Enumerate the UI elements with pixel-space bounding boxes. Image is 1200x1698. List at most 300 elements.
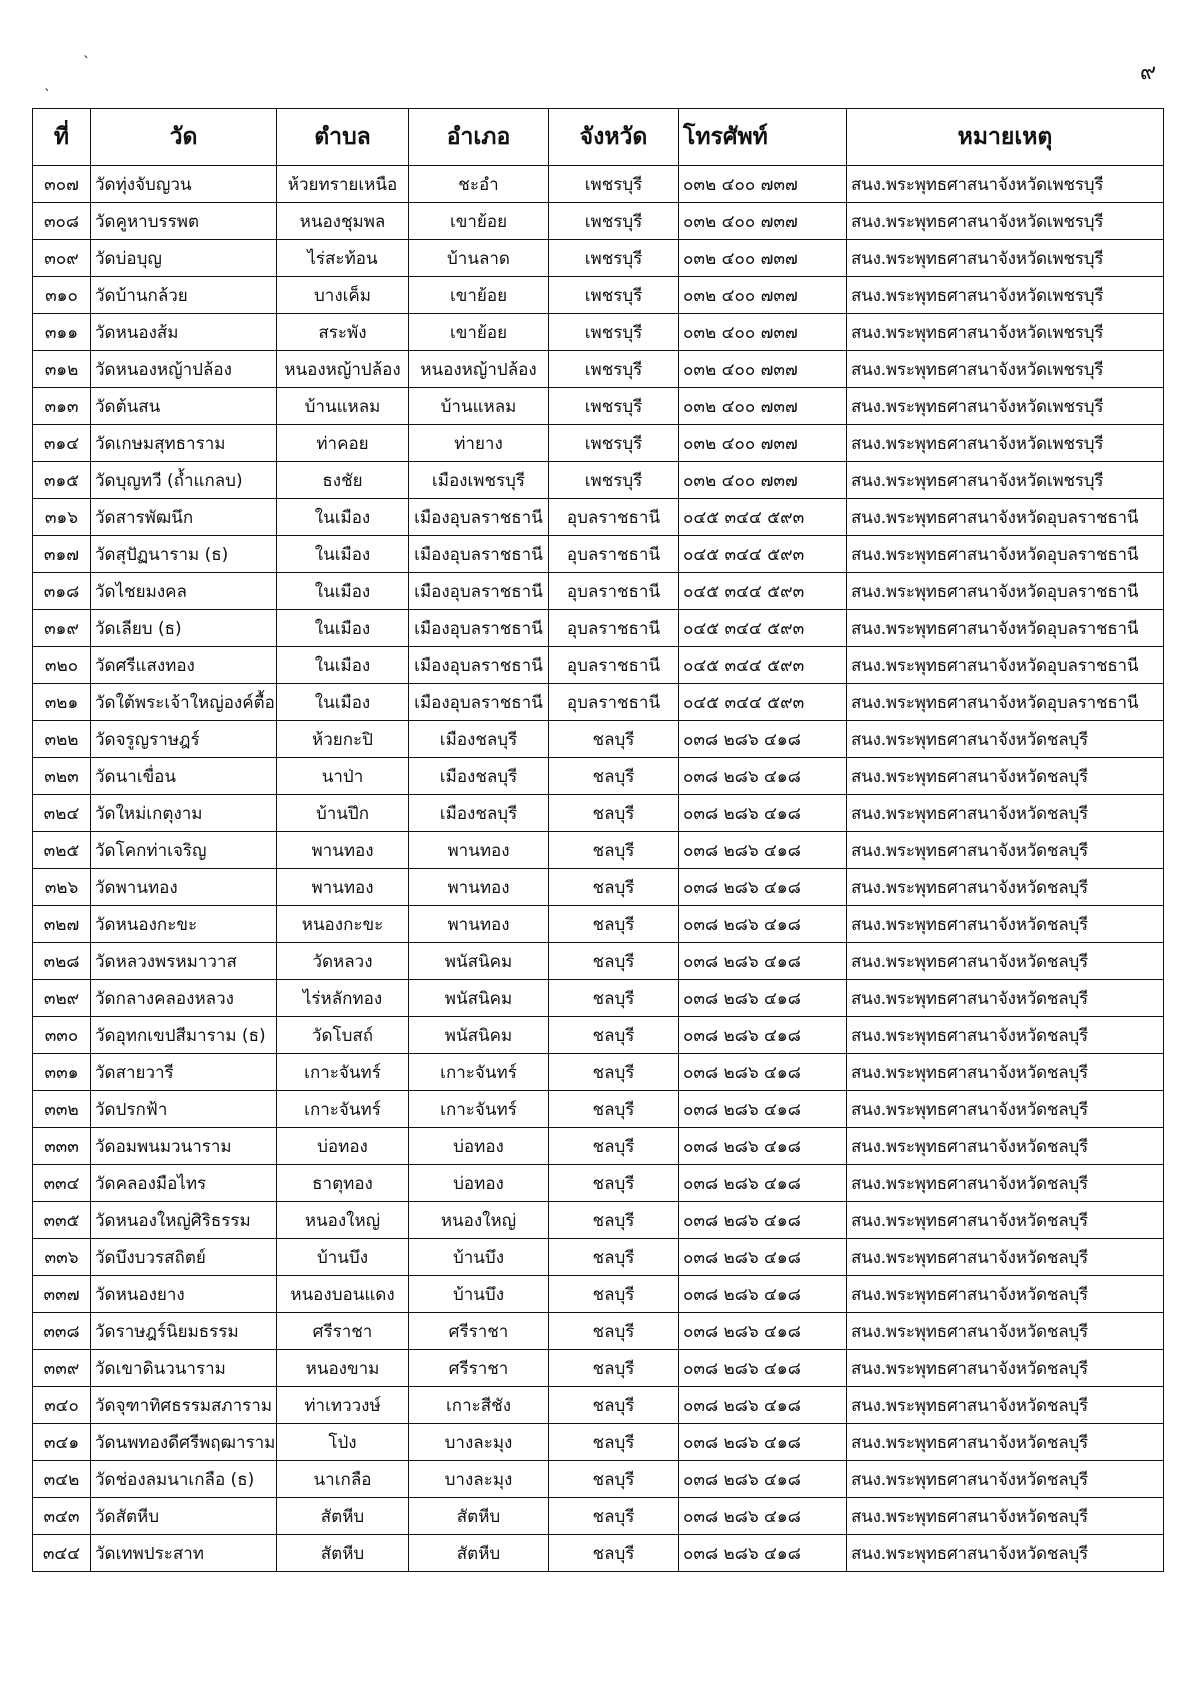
cell-note: สนง.พระพุทธศาสนาจังหวัดชลบุรี	[847, 1498, 1164, 1535]
cell-province: เพชรบุรี	[549, 314, 679, 351]
cell-wat: วัดกลางคลองหลวง	[91, 980, 277, 1017]
header-row	[33, 109, 1164, 166]
cell-phone: ๐๓๒ ๔๐๐ ๗๓๗	[679, 240, 847, 277]
cell-tambon: ท่าคอย	[277, 425, 409, 462]
cell-note: สนง.พระพุทธศาสนาจังหวัดชลบุรี	[847, 1350, 1164, 1387]
cell-wat: วัดสารพัฒนึก	[91, 499, 277, 536]
page-number: ๙	[1140, 60, 1157, 85]
cell-wat: วัดราษฎร์นิยมธรรม	[91, 1313, 277, 1350]
cell-tambon: หนองหญ้าปล้อง	[277, 351, 409, 388]
cell-no: ๓๒๖	[33, 869, 91, 906]
cell-note: สนง.พระพุทธศาสนาจังหวัดชลบุรี	[847, 721, 1164, 758]
cell-tambon: ในเมือง	[277, 573, 409, 610]
table-row	[33, 1128, 1164, 1165]
cell-note: สนง.พระพุทธศาสนาจังหวัดชลบุรี	[847, 758, 1164, 795]
cell-tambon: บ้านปึก	[277, 795, 409, 832]
cell-no: ๓๔๑	[33, 1424, 91, 1461]
scan-mark: `	[44, 88, 51, 104]
cell-wat: วัดหนองส้ม	[91, 314, 277, 351]
cell-province: เพชรบุรี	[549, 351, 679, 388]
table-row	[33, 1165, 1164, 1202]
cell-no: ๓๑๑	[33, 314, 91, 351]
cell-no: ๓๔๐	[33, 1387, 91, 1424]
cell-note: สนง.พระพุทธศาสนาจังหวัดเพชรบุรี	[847, 166, 1164, 203]
cell-no: ๓๑๘	[33, 573, 91, 610]
cell-wat: วัดช่องลมนาเกลือ (ธ)	[91, 1461, 277, 1498]
cell-tambon: นาเกลือ	[277, 1461, 409, 1498]
cell-province: ชลบุรี	[549, 906, 679, 943]
cell-wat: วัดบุญทวี (ถ้ำแกลบ)	[91, 462, 277, 499]
cell-phone: ๐๓๘ ๒๘๖ ๔๑๘	[679, 1054, 847, 1091]
cell-amphoe: เมืองเพชรบุรี	[409, 462, 549, 499]
cell-phone: ๐๓๘ ๒๘๖ ๔๑๘	[679, 832, 847, 869]
cell-amphoe: เมืองอุบลราชธานี	[409, 610, 549, 647]
cell-tambon: ในเมือง	[277, 536, 409, 573]
cell-tambon: บางเค็ม	[277, 277, 409, 314]
cell-tambon: หนองขาม	[277, 1350, 409, 1387]
cell-note: สนง.พระพุทธศาสนาจังหวัดชลบุรี	[847, 1165, 1164, 1202]
cell-amphoe: เมืองชลบุรี	[409, 758, 549, 795]
cell-note: สนง.พระพุทธศาสนาจังหวัดเพชรบุรี	[847, 240, 1164, 277]
cell-province: เพชรบุรี	[549, 166, 679, 203]
cell-phone: ๐๓๘ ๒๘๖ ๔๑๘	[679, 795, 847, 832]
table-row	[33, 1239, 1164, 1276]
cell-amphoe: ท่ายาง	[409, 425, 549, 462]
cell-no: ๓๑๐	[33, 277, 91, 314]
cell-note: สนง.พระพุทธศาสนาจังหวัดชลบุรี	[847, 832, 1164, 869]
cell-no: ๓๓๖	[33, 1239, 91, 1276]
cell-amphoe: เมืองชลบุรี	[409, 721, 549, 758]
cell-no: ๓๑๔	[33, 425, 91, 462]
cell-amphoe: หนองหญ้าปล้อง	[409, 351, 549, 388]
cell-province: ชลบุรี	[549, 1387, 679, 1424]
cell-amphoe: เมืองอุบลราชธานี	[409, 684, 549, 721]
cell-wat: วัดเลียบ (ธ)	[91, 610, 277, 647]
cell-wat: วัดบึงบวรสถิตย์	[91, 1239, 277, 1276]
cell-phone: ๐๓๘ ๒๘๖ ๔๑๘	[679, 1017, 847, 1054]
cell-note: สนง.พระพุทธศาสนาจังหวัดอุบลราชธานี	[847, 647, 1164, 684]
cell-phone: ๐๓๒ ๔๐๐ ๗๓๗	[679, 314, 847, 351]
cell-tambon: บ้านบึง	[277, 1239, 409, 1276]
cell-province: เพชรบุรี	[549, 240, 679, 277]
cell-phone: ๐๔๕ ๓๔๔ ๕๙๓	[679, 647, 847, 684]
table-row	[33, 1387, 1164, 1424]
cell-no: ๓๒๙	[33, 980, 91, 1017]
table-row	[33, 536, 1164, 573]
table-body	[33, 166, 1164, 1572]
cell-tambon: ในเมือง	[277, 647, 409, 684]
table-row	[33, 388, 1164, 425]
cell-wat: วัดสุปัฏนาราม (ธ)	[91, 536, 277, 573]
cell-amphoe: เขาย้อย	[409, 277, 549, 314]
cell-tambon: สระพัง	[277, 314, 409, 351]
cell-amphoe: พานทอง	[409, 869, 549, 906]
cell-phone: ๐๓๘ ๒๘๖ ๔๑๘	[679, 1535, 847, 1572]
cell-province: ชลบุรี	[549, 1535, 679, 1572]
cell-phone: ๐๔๕ ๓๔๔ ๕๙๓	[679, 536, 847, 573]
header-no: ที่	[33, 109, 91, 166]
cell-no: ๓๑๒	[33, 351, 91, 388]
cell-no: ๓๒๗	[33, 906, 91, 943]
cell-wat: วัดจรูญราษฎร์	[91, 721, 277, 758]
cell-phone: ๐๔๕ ๓๔๔ ๕๙๓	[679, 610, 847, 647]
cell-province: อุบลราชธานี	[549, 499, 679, 536]
cell-tambon: วัดโบสถ์	[277, 1017, 409, 1054]
header-amphoe: อำเภอ	[409, 109, 549, 166]
cell-tambon: ศรีราชา	[277, 1313, 409, 1350]
cell-no: ๓๒๐	[33, 647, 91, 684]
cell-province: ชลบุรี	[549, 943, 679, 980]
cell-phone: ๐๓๘ ๒๘๖ ๔๑๘	[679, 980, 847, 1017]
cell-amphoe: บ้านบึง	[409, 1276, 549, 1313]
cell-no: ๓๓๓	[33, 1128, 91, 1165]
cell-tambon: ในเมือง	[277, 499, 409, 536]
cell-no: ๓๒๘	[33, 943, 91, 980]
cell-amphoe: เมืองชลบุรี	[409, 795, 549, 832]
cell-phone: ๐๓๒ ๔๐๐ ๗๓๗	[679, 388, 847, 425]
cell-no: ๓๓๗	[33, 1276, 91, 1313]
table-row	[33, 277, 1164, 314]
cell-wat: วัดเขาดินวนาราม	[91, 1350, 277, 1387]
cell-tambon: เกาะจันทร์	[277, 1054, 409, 1091]
table-row	[33, 499, 1164, 536]
cell-amphoe: บ้านบึง	[409, 1239, 549, 1276]
cell-wat: วัดจุฑาทิศธรรมสภาราม	[91, 1387, 277, 1424]
header-phone: โทรศัพท์	[679, 109, 847, 166]
cell-note: สนง.พระพุทธศาสนาจังหวัดอุบลราชธานี	[847, 499, 1164, 536]
table-row	[33, 314, 1164, 351]
cell-wat: วัดเทพประสาท	[91, 1535, 277, 1572]
cell-no: ๓๐๙	[33, 240, 91, 277]
cell-province: ชลบุรี	[549, 1128, 679, 1165]
cell-no: ๓๓๘	[33, 1313, 91, 1350]
cell-no: ๓๑๗	[33, 536, 91, 573]
table-row	[33, 425, 1164, 462]
cell-tambon: เกาะจันทร์	[277, 1091, 409, 1128]
cell-amphoe: เกาะสีชัง	[409, 1387, 549, 1424]
cell-province: อุบลราชธานี	[549, 610, 679, 647]
cell-province: ชลบุรี	[549, 1313, 679, 1350]
cell-phone: ๐๓๘ ๒๘๖ ๔๑๘	[679, 1276, 847, 1313]
cell-note: สนง.พระพุทธศาสนาจังหวัดอุบลราชธานี	[847, 684, 1164, 721]
cell-tambon: พานทอง	[277, 832, 409, 869]
cell-tambon: หนองใหญ่	[277, 1202, 409, 1239]
cell-note: สนง.พระพุทธศาสนาจังหวัดเพชรบุรี	[847, 203, 1164, 240]
cell-phone: ๐๓๘ ๒๘๖ ๔๑๘	[679, 943, 847, 980]
cell-phone: ๐๓๒ ๔๐๐ ๗๓๗	[679, 425, 847, 462]
table-row	[33, 351, 1164, 388]
cell-province: ชลบุรี	[549, 980, 679, 1017]
cell-amphoe: เกาะจันทร์	[409, 1091, 549, 1128]
cell-amphoe: พานทอง	[409, 906, 549, 943]
cell-wat: วัดหนองกะขะ	[91, 906, 277, 943]
cell-phone: ๐๓๘ ๒๘๖ ๔๑๘	[679, 1424, 847, 1461]
cell-note: สนง.พระพุทธศาสนาจังหวัดชลบุรี	[847, 1535, 1164, 1572]
cell-no: ๓๓๑	[33, 1054, 91, 1091]
cell-province: อุบลราชธานี	[549, 647, 679, 684]
cell-note: สนง.พระพุทธศาสนาจังหวัดชลบุรี	[847, 1017, 1164, 1054]
cell-no: ๓๓๔	[33, 1165, 91, 1202]
cell-province: อุบลราชธานี	[549, 536, 679, 573]
cell-phone: ๐๓๘ ๒๘๖ ๔๑๘	[679, 869, 847, 906]
table-row	[33, 1202, 1164, 1239]
cell-province: ชลบุรี	[549, 832, 679, 869]
cell-tambon: บ่อทอง	[277, 1128, 409, 1165]
cell-province: ชลบุรี	[549, 795, 679, 832]
cell-amphoe: เขาย้อย	[409, 314, 549, 351]
cell-province: อุบลราชธานี	[549, 573, 679, 610]
table-row	[33, 1461, 1164, 1498]
cell-wat: วัดใหม่เกตุงาม	[91, 795, 277, 832]
cell-tambon: หนองชุมพล	[277, 203, 409, 240]
cell-phone: ๐๓๘ ๒๘๖ ๔๑๘	[679, 1202, 847, 1239]
cell-tambon: สัตหีบ	[277, 1535, 409, 1572]
cell-phone: ๐๓๘ ๒๘๖ ๔๑๘	[679, 1350, 847, 1387]
cell-no: ๓๔๔	[33, 1535, 91, 1572]
cell-phone: ๐๓๒ ๔๐๐ ๗๓๗	[679, 351, 847, 388]
cell-amphoe: เมืองอุบลราชธานี	[409, 573, 549, 610]
cell-province: ชลบุรี	[549, 1202, 679, 1239]
cell-note: สนง.พระพุทธศาสนาจังหวัดเพชรบุรี	[847, 388, 1164, 425]
cell-note: สนง.พระพุทธศาสนาจังหวัดเพชรบุรี	[847, 425, 1164, 462]
cell-wat: วัดปรกฟ้า	[91, 1091, 277, 1128]
cell-note: สนง.พระพุทธศาสนาจังหวัดชลบุรี	[847, 1091, 1164, 1128]
cell-note: สนง.พระพุทธศาสนาจังหวัดชลบุรี	[847, 1054, 1164, 1091]
cell-note: สนง.พระพุทธศาสนาจังหวัดชลบุรี	[847, 980, 1164, 1017]
cell-wat: วัดคลองมือไทร	[91, 1165, 277, 1202]
cell-tambon: ในเมือง	[277, 684, 409, 721]
cell-tambon: ธาตุทอง	[277, 1165, 409, 1202]
table-row	[33, 573, 1164, 610]
cell-phone: ๐๔๕ ๓๔๔ ๕๙๓	[679, 684, 847, 721]
cell-tambon: ในเมือง	[277, 610, 409, 647]
cell-note: สนง.พระพุทธศาสนาจังหวัดชลบุรี	[847, 1276, 1164, 1313]
table-row	[33, 1091, 1164, 1128]
cell-tambon: ไร่หลักทอง	[277, 980, 409, 1017]
cell-phone: ๐๔๕ ๓๔๔ ๕๙๓	[679, 573, 847, 610]
table-row	[33, 758, 1164, 795]
cell-no: ๓๒๑	[33, 684, 91, 721]
cell-note: สนง.พระพุทธศาสนาจังหวัดเพชรบุรี	[847, 277, 1164, 314]
cell-note: สนง.พระพุทธศาสนาจังหวัดเพชรบุรี	[847, 351, 1164, 388]
cell-tambon: วัดหลวง	[277, 943, 409, 980]
cell-amphoe: บ้านลาด	[409, 240, 549, 277]
cell-wat: วัดบ่อบุญ	[91, 240, 277, 277]
cell-wat: วัดสายวารี	[91, 1054, 277, 1091]
cell-note: สนง.พระพุทธศาสนาจังหวัดชลบุรี	[847, 1461, 1164, 1498]
cell-phone: ๐๓๒ ๔๐๐ ๗๓๗	[679, 166, 847, 203]
cell-note: สนง.พระพุทธศาสนาจังหวัดชลบุรี	[847, 1202, 1164, 1239]
cell-phone: ๐๓๘ ๒๘๖ ๔๑๘	[679, 1498, 847, 1535]
header-province: จังหวัด	[549, 109, 679, 166]
cell-note: สนง.พระพุทธศาสนาจังหวัดอุบลราชธานี	[847, 536, 1164, 573]
cell-province: ชลบุรี	[549, 1239, 679, 1276]
cell-phone: ๐๓๘ ๒๘๖ ๔๑๘	[679, 1165, 847, 1202]
cell-wat: วัดอมพนมวนาราม	[91, 1128, 277, 1165]
cell-phone: ๐๓๘ ๒๘๖ ๔๑๘	[679, 1387, 847, 1424]
cell-phone: ๐๓๘ ๒๘๖ ๔๑๘	[679, 906, 847, 943]
cell-province: ชลบุรี	[549, 1350, 679, 1387]
cell-phone: ๐๓๘ ๒๘๖ ๔๑๘	[679, 1091, 847, 1128]
table-row	[33, 1276, 1164, 1313]
table-row	[33, 684, 1164, 721]
cell-amphoe: ศรีราชา	[409, 1313, 549, 1350]
cell-amphoe: สัตหีบ	[409, 1498, 549, 1535]
cell-tambon: บ้านแหลม	[277, 388, 409, 425]
cell-province: เพชรบุรี	[549, 277, 679, 314]
cell-amphoe: สัตหีบ	[409, 1535, 549, 1572]
cell-province: เพชรบุรี	[549, 388, 679, 425]
cell-province: ชลบุรี	[549, 721, 679, 758]
cell-province: ชลบุรี	[549, 1091, 679, 1128]
table-row	[33, 1350, 1164, 1387]
cell-no: ๓๒๔	[33, 795, 91, 832]
cell-no: ๓๓๒	[33, 1091, 91, 1128]
cell-note: สนง.พระพุทธศาสนาจังหวัดชลบุรี	[847, 1128, 1164, 1165]
temple-table	[32, 108, 1164, 1572]
cell-phone: ๐๓๘ ๒๘๖ ๔๑๘	[679, 1128, 847, 1165]
cell-amphoe: บางละมุง	[409, 1424, 549, 1461]
cell-amphoe: ชะอำ	[409, 166, 549, 203]
cell-amphoe: บ้านแหลม	[409, 388, 549, 425]
cell-no: ๓๒๓	[33, 758, 91, 795]
cell-wat: วัดเกษมสุทธาราม	[91, 425, 277, 462]
scan-mark: `	[83, 55, 90, 71]
cell-tambon: ไร่สะท้อน	[277, 240, 409, 277]
header-tambon: ตำบล	[277, 109, 409, 166]
cell-wat: วัดนาเขื่อน	[91, 758, 277, 795]
cell-tambon: พานทอง	[277, 869, 409, 906]
cell-amphoe: เมืองอุบลราชธานี	[409, 647, 549, 684]
table-row	[33, 1017, 1164, 1054]
table-row	[33, 795, 1164, 832]
cell-province: เพชรบุรี	[549, 462, 679, 499]
cell-no: ๓๔๓	[33, 1498, 91, 1535]
cell-note: สนง.พระพุทธศาสนาจังหวัดชลบุรี	[847, 943, 1164, 980]
cell-no: ๓๒๕	[33, 832, 91, 869]
table-row	[33, 832, 1164, 869]
cell-wat: วัดหนองหญ้าปล้อง	[91, 351, 277, 388]
cell-wat: วัดต้นสน	[91, 388, 277, 425]
cell-province: เพชรบุรี	[549, 203, 679, 240]
cell-wat: วัดหลวงพรหมาวาส	[91, 943, 277, 980]
cell-tambon: โป่ง	[277, 1424, 409, 1461]
cell-note: สนง.พระพุทธศาสนาจังหวัดอุบลราชธานี	[847, 573, 1164, 610]
cell-phone: ๐๓๒ ๔๐๐ ๗๓๗	[679, 462, 847, 499]
cell-note: สนง.พระพุทธศาสนาจังหวัดชลบุรี	[847, 1313, 1164, 1350]
cell-note: สนง.พระพุทธศาสนาจังหวัดเพชรบุรี	[847, 462, 1164, 499]
cell-amphoe: บ่อทอง	[409, 1165, 549, 1202]
cell-phone: ๐๓๘ ๒๘๖ ๔๑๘	[679, 758, 847, 795]
cell-tambon: นาป่า	[277, 758, 409, 795]
cell-no: ๓๑๙	[33, 610, 91, 647]
cell-wat: วัดศรีแสงทอง	[91, 647, 277, 684]
cell-province: ชลบุรี	[549, 1276, 679, 1313]
table-row	[33, 462, 1164, 499]
header-wat: วัด	[91, 109, 277, 166]
cell-tambon: ท่าเทววงษ์	[277, 1387, 409, 1424]
cell-phone: ๐๔๕ ๓๔๔ ๕๙๓	[679, 499, 847, 536]
table-row	[33, 869, 1164, 906]
cell-tambon: หนองกะขะ	[277, 906, 409, 943]
cell-wat: วัดทุ่งจับญวน	[91, 166, 277, 203]
cell-no: ๓๓๙	[33, 1350, 91, 1387]
cell-tambon: สัตหีบ	[277, 1498, 409, 1535]
cell-phone: ๐๓๘ ๒๘๖ ๔๑๘	[679, 1239, 847, 1276]
cell-no: ๓๐๗	[33, 166, 91, 203]
cell-wat: วัดหนองใหญ่ศิริธรรม	[91, 1202, 277, 1239]
cell-province: ชลบุรี	[549, 869, 679, 906]
cell-note: สนง.พระพุทธศาสนาจังหวัดชลบุรี	[847, 1424, 1164, 1461]
cell-note: สนง.พระพุทธศาสนาจังหวัดเพชรบุรี	[847, 314, 1164, 351]
cell-province: อุบลราชธานี	[549, 684, 679, 721]
cell-no: ๓๓๕	[33, 1202, 91, 1239]
cell-tambon: ห้วยทรายเหนือ	[277, 166, 409, 203]
cell-wat: วัดใต้พระเจ้าใหญ่องค์ตื้อ	[91, 684, 277, 721]
cell-tambon: ห้วยกะปิ	[277, 721, 409, 758]
cell-note: สนง.พระพุทธศาสนาจังหวัดชลบุรี	[847, 906, 1164, 943]
cell-wat: วัดนพทองดีศรีพฤฒาราม	[91, 1424, 277, 1461]
cell-note: สนง.พระพุทธศาสนาจังหวัดชลบุรี	[847, 869, 1164, 906]
cell-amphoe: หนองใหญ่	[409, 1202, 549, 1239]
cell-amphoe: บางละมุง	[409, 1461, 549, 1498]
table-row	[33, 647, 1164, 684]
cell-tambon: ธงชัย	[277, 462, 409, 499]
cell-province: ชลบุรี	[549, 1498, 679, 1535]
cell-province: ชลบุรี	[549, 1165, 679, 1202]
table-row	[33, 240, 1164, 277]
cell-phone: ๐๓๘ ๒๘๖ ๔๑๘	[679, 1313, 847, 1350]
cell-wat: วัดพานทอง	[91, 869, 277, 906]
cell-province: เพชรบุรี	[549, 425, 679, 462]
table-row	[33, 1498, 1164, 1535]
cell-province: ชลบุรี	[549, 1017, 679, 1054]
cell-amphoe: พนัสนิคม	[409, 1017, 549, 1054]
cell-no: ๓๑๖	[33, 499, 91, 536]
cell-amphoe: เขาย้อย	[409, 203, 549, 240]
cell-province: ชลบุรี	[549, 1054, 679, 1091]
cell-amphoe: เมืองอุบลราชธานี	[409, 536, 549, 573]
cell-phone: ๐๓๒ ๔๐๐ ๗๓๗	[679, 277, 847, 314]
cell-wat: วัดคูหาบรรพต	[91, 203, 277, 240]
cell-note: สนง.พระพุทธศาสนาจังหวัดชลบุรี	[847, 1387, 1164, 1424]
cell-amphoe: เกาะจันทร์	[409, 1054, 549, 1091]
cell-wat: วัดโคกท่าเจริญ	[91, 832, 277, 869]
cell-amphoe: บ่อทอง	[409, 1128, 549, 1165]
table-row	[33, 166, 1164, 203]
table-row	[33, 943, 1164, 980]
cell-amphoe: พนัสนิคม	[409, 980, 549, 1017]
cell-wat: วัดสัตหีบ	[91, 1498, 277, 1535]
table-row	[33, 1535, 1164, 1572]
cell-wat: วัดหนองยาง	[91, 1276, 277, 1313]
cell-note: สนง.พระพุทธศาสนาจังหวัดชลบุรี	[847, 1239, 1164, 1276]
cell-province: ชลบุรี	[549, 758, 679, 795]
cell-note: สนง.พระพุทธศาสนาจังหวัดอุบลราชธานี	[847, 610, 1164, 647]
table-row	[33, 980, 1164, 1017]
cell-no: ๓๐๘	[33, 203, 91, 240]
table-row	[33, 721, 1164, 758]
cell-tambon: หนองบอนแดง	[277, 1276, 409, 1313]
cell-note: สนง.พระพุทธศาสนาจังหวัดชลบุรี	[847, 795, 1164, 832]
cell-province: ชลบุรี	[549, 1424, 679, 1461]
cell-wat: วัดบ้านกล้วย	[91, 277, 277, 314]
cell-amphoe: พานทอง	[409, 832, 549, 869]
cell-amphoe: เมืองอุบลราชธานี	[409, 499, 549, 536]
cell-no: ๓๑๕	[33, 462, 91, 499]
table-row	[33, 610, 1164, 647]
cell-phone: ๐๓๒ ๔๐๐ ๗๓๗	[679, 203, 847, 240]
